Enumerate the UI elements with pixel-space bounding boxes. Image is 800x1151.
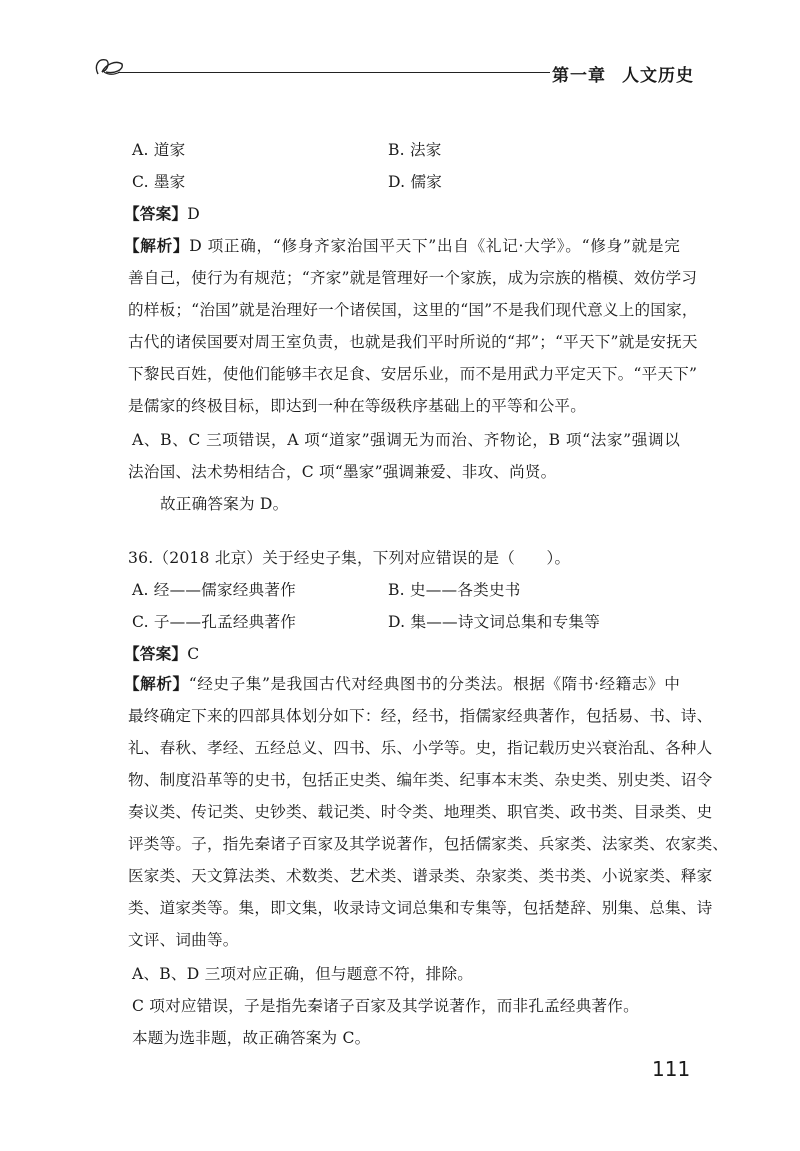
q35-wrong-line-1: A、B、C 三项错误，A 项“道家”强调无为而治、齐物论，B 项“法家”强调以 [132,431,680,449]
q36-option-c: C. 子——孔孟经典著作 [132,613,297,631]
chapter-title: 人文历史 [622,66,694,86]
q35-analysis-line-2: 善自己，使行为有规范；“齐家”就是管理好一个家族，成为宗族的楷模、效仿学习 [128,269,698,287]
page-header [552,61,694,86]
q36-analysis-line-4: 物、制度沿革等的史书，包括正史类、编年类、纪事本末类、杂史类、别史类、诏令 [128,771,713,789]
q35-answer [124,202,200,224]
q35-option-c: C. 墨家 [132,173,186,191]
q36-answer-value: C [187,645,200,663]
q35-option-d: D. 儒家 [388,173,443,191]
q35-analysis-line-6: 是儒家的终极目标，即达到一种在等级秩序基础上的平等和公平。 [128,397,587,415]
q36-analysis-line-1 [124,672,680,694]
q35-analysis-line-4: 古代的诸侯国要对周王室负责，也就是我们平时所说的“邦”；“平天下”就是安抚天 [128,333,698,351]
q35-option-a: A. 道家 [132,141,186,159]
q36-analysis-line-2: 最终确定下来的四部具体划分如下：经，经书，指儒家经典著作，包括易、书、诗、 [128,707,713,725]
q35-analysis-line-5: 下黎民百姓，使他们能够丰衣足食、安居乐业，而不是用武力平定天下。“平天下” [128,365,698,383]
header-rule [118,72,550,73]
q35-answer-value: D [187,205,200,223]
q36-stem: 36.（2018 北京）关于经史子集，下列对应错误的是（ ）。 [128,549,571,567]
q36-analysis-line-3: 礼、春秋、孝经、五经总义、四书、乐、小学等。史，指记载历史兴衰治乱、各种人 [128,739,713,757]
q36-answer [124,642,199,664]
q35-answer-label: 【答案】 [124,205,188,223]
q35-wrong-line-2: 法治国、法术势相结合，C 项“墨家”强调兼爱、非攻、尚贤。 [128,463,557,481]
q36-extra-line-2: C 项对应错误，子是指先秦诸子百家及其学说著作，而非孔孟经典著作。 [132,997,639,1015]
q35-analysis-text: D 项正确，“修身齐家治国平天下”出自《礼记·大学》。“修身”就是完 [189,237,680,255]
q36-analysis-line-5: 奏议类、传记类、史钞类、载记类、时令类、地理类、职官类、政书类、目录类、史 [128,803,713,821]
q36-analysis-line-6: 评类等。子，指先秦诸子百家及其学说著作，包括儒家类、兵家类、法家类、农家类、 [128,835,729,853]
q36-answer-label: 【答案】 [124,645,188,663]
q36-option-b: B. 史——各类史书 [388,581,521,599]
chapter-label: 第一章 [552,66,606,86]
q36-analysis-line-8: 类、道家类等。集，即文集，收录诗文词总集和专集等，包括楚辞、别集、总集、诗 [128,899,713,917]
q35-conclusion: 故正确答案为 D。 [160,495,289,513]
q35-option-b: B. 法家 [388,141,442,159]
q35-analysis-line-1 [124,234,680,256]
leaf-logo-icon [92,52,128,82]
q36-extra-line-1: A、B、D 三项对应正确，但与题意不符，排除。 [132,965,474,983]
q36-analysis-text: “经史子集”是我国古代对经典图书的分类法。根据《隋书·经籍志》中 [188,675,680,693]
q36-option-d: D. 集——诗文词总集和专集等 [388,613,600,631]
q36-analysis-label: 【解析】 [124,675,189,693]
q35-analysis-line-3: 的样板；“治国”就是治理好一个诸侯国，这里的“国”不是我们现代意义上的国家， [128,301,698,319]
q36-extra-line-3: 本题为选非题，故正确答案为 C。 [132,1029,371,1047]
page-number: 111 [652,1057,691,1081]
q36-analysis-line-9: 文评、词曲等。 [128,931,239,949]
q36-analysis-line-7: 医家类、天文算法类、术数类、艺术类、谱录类、杂家类、类书类、小说家类、释家 [128,867,713,885]
q35-analysis-label: 【解析】 [124,237,190,255]
q36-option-a: A. 经——儒家经典著作 [132,581,296,599]
